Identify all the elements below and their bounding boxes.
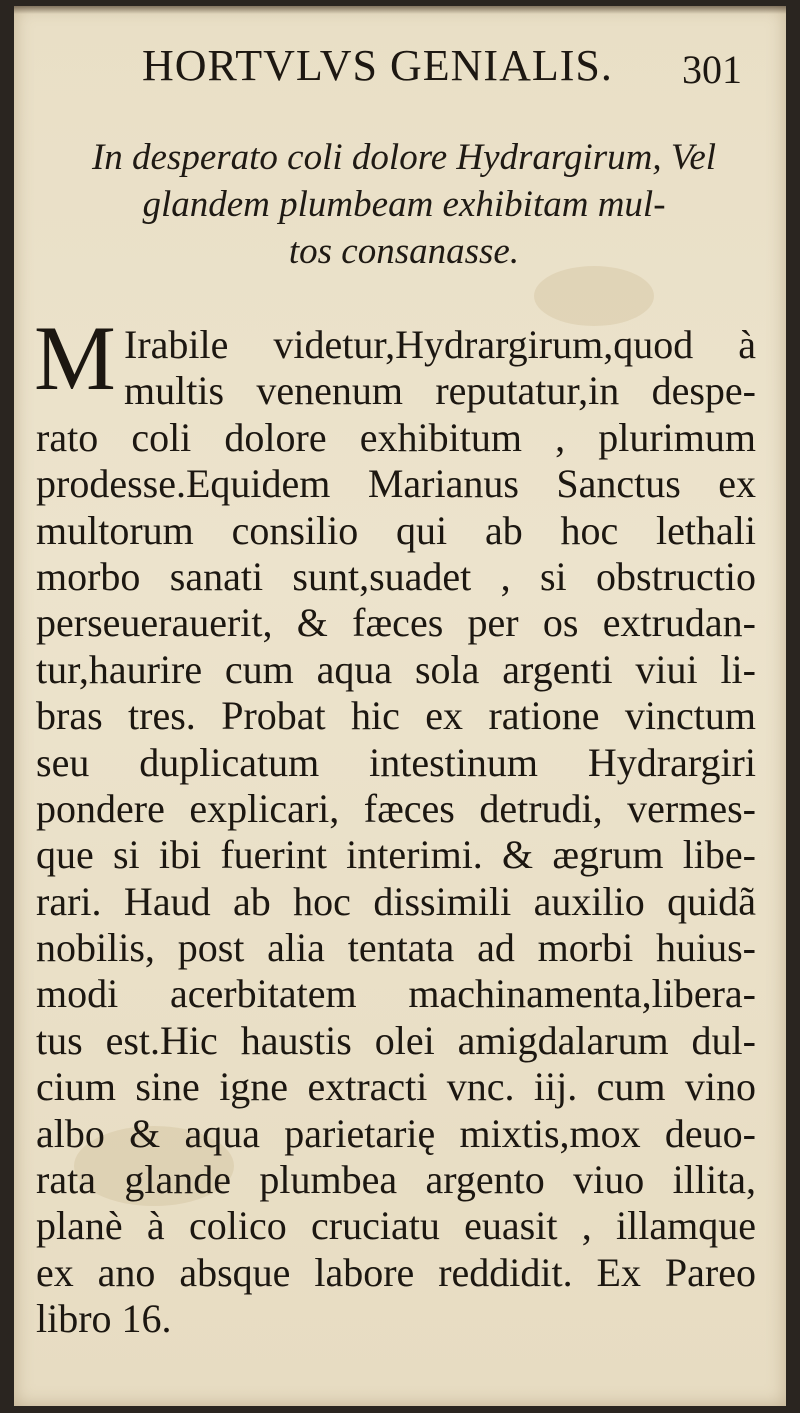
text-line: perseuerauerit, & fæces per os extrudan- [36, 600, 756, 646]
text-line: libro 16. [36, 1296, 172, 1342]
text-line: tus est.Hic haustis olei amigdalarum dul- [36, 1017, 756, 1063]
text-line: ex ano absque labore reddidit. Ex Pareo [36, 1249, 756, 1295]
paper-stain [534, 266, 654, 326]
text-line: Irabile videtur,Hydrargirum,quod à [124, 322, 756, 367]
text-line: pondere explicari, fæces detrudi, vermes- [36, 785, 756, 831]
page-number: 301 [682, 47, 742, 92]
running-head [14, 40, 786, 100]
text-line: seu duplicatum intestinum Hydrargiri [36, 739, 756, 785]
heading-line: tos consanasse. [288, 231, 520, 272]
body-text [36, 322, 756, 1343]
text-line: tur,haurire cum aqua sola argenti viui li- [36, 646, 756, 692]
text-line: planè à colico cruciatu euasit , illamque [36, 1203, 756, 1249]
text-line: modi acerbitatem machinamenta,libera- [36, 971, 756, 1017]
heading-line: In desperato coli dolore Hydrargirum, Vel [91, 137, 717, 178]
text-line: rato coli dolore exhibitum , plurimum [36, 414, 756, 460]
chapter-heading [54, 134, 754, 275]
drop-cap-letter: M [34, 307, 116, 409]
text-line: rata glande plumbea argento viuo illita, [36, 1157, 756, 1203]
book-page [14, 6, 786, 1406]
text-line: nobilis, post alia tentata ad morbi huius- [36, 925, 756, 971]
text-line: multis venenum reputatur,in despe- [124, 368, 756, 414]
text-line: rari. Haud ab hoc dissimili auxilio quidã [36, 878, 756, 924]
text-line: albo & aqua parietarię mixtis,mox deuo- [36, 1110, 756, 1156]
running-title: HORTVLVS GENIALIS. [142, 41, 613, 90]
text-line: multorum consilio qui ab hoc lethali [36, 507, 756, 553]
text-line: morbo sanati sunt,suadet , si obstructio [36, 553, 756, 599]
text-line: cium sine igne extracti vnc. iij. cum vino [36, 1064, 756, 1110]
heading-line: glandem plumbeam exhibitam mul- [142, 184, 666, 225]
text-line: que si ibi fuerint interimi. & ægrum libe- [36, 832, 756, 878]
text-line: bras tres. Probat hic ex ratione vinctum [36, 693, 756, 739]
text-line: prodesse.Equidem Marianus Sanctus ex [36, 461, 756, 507]
